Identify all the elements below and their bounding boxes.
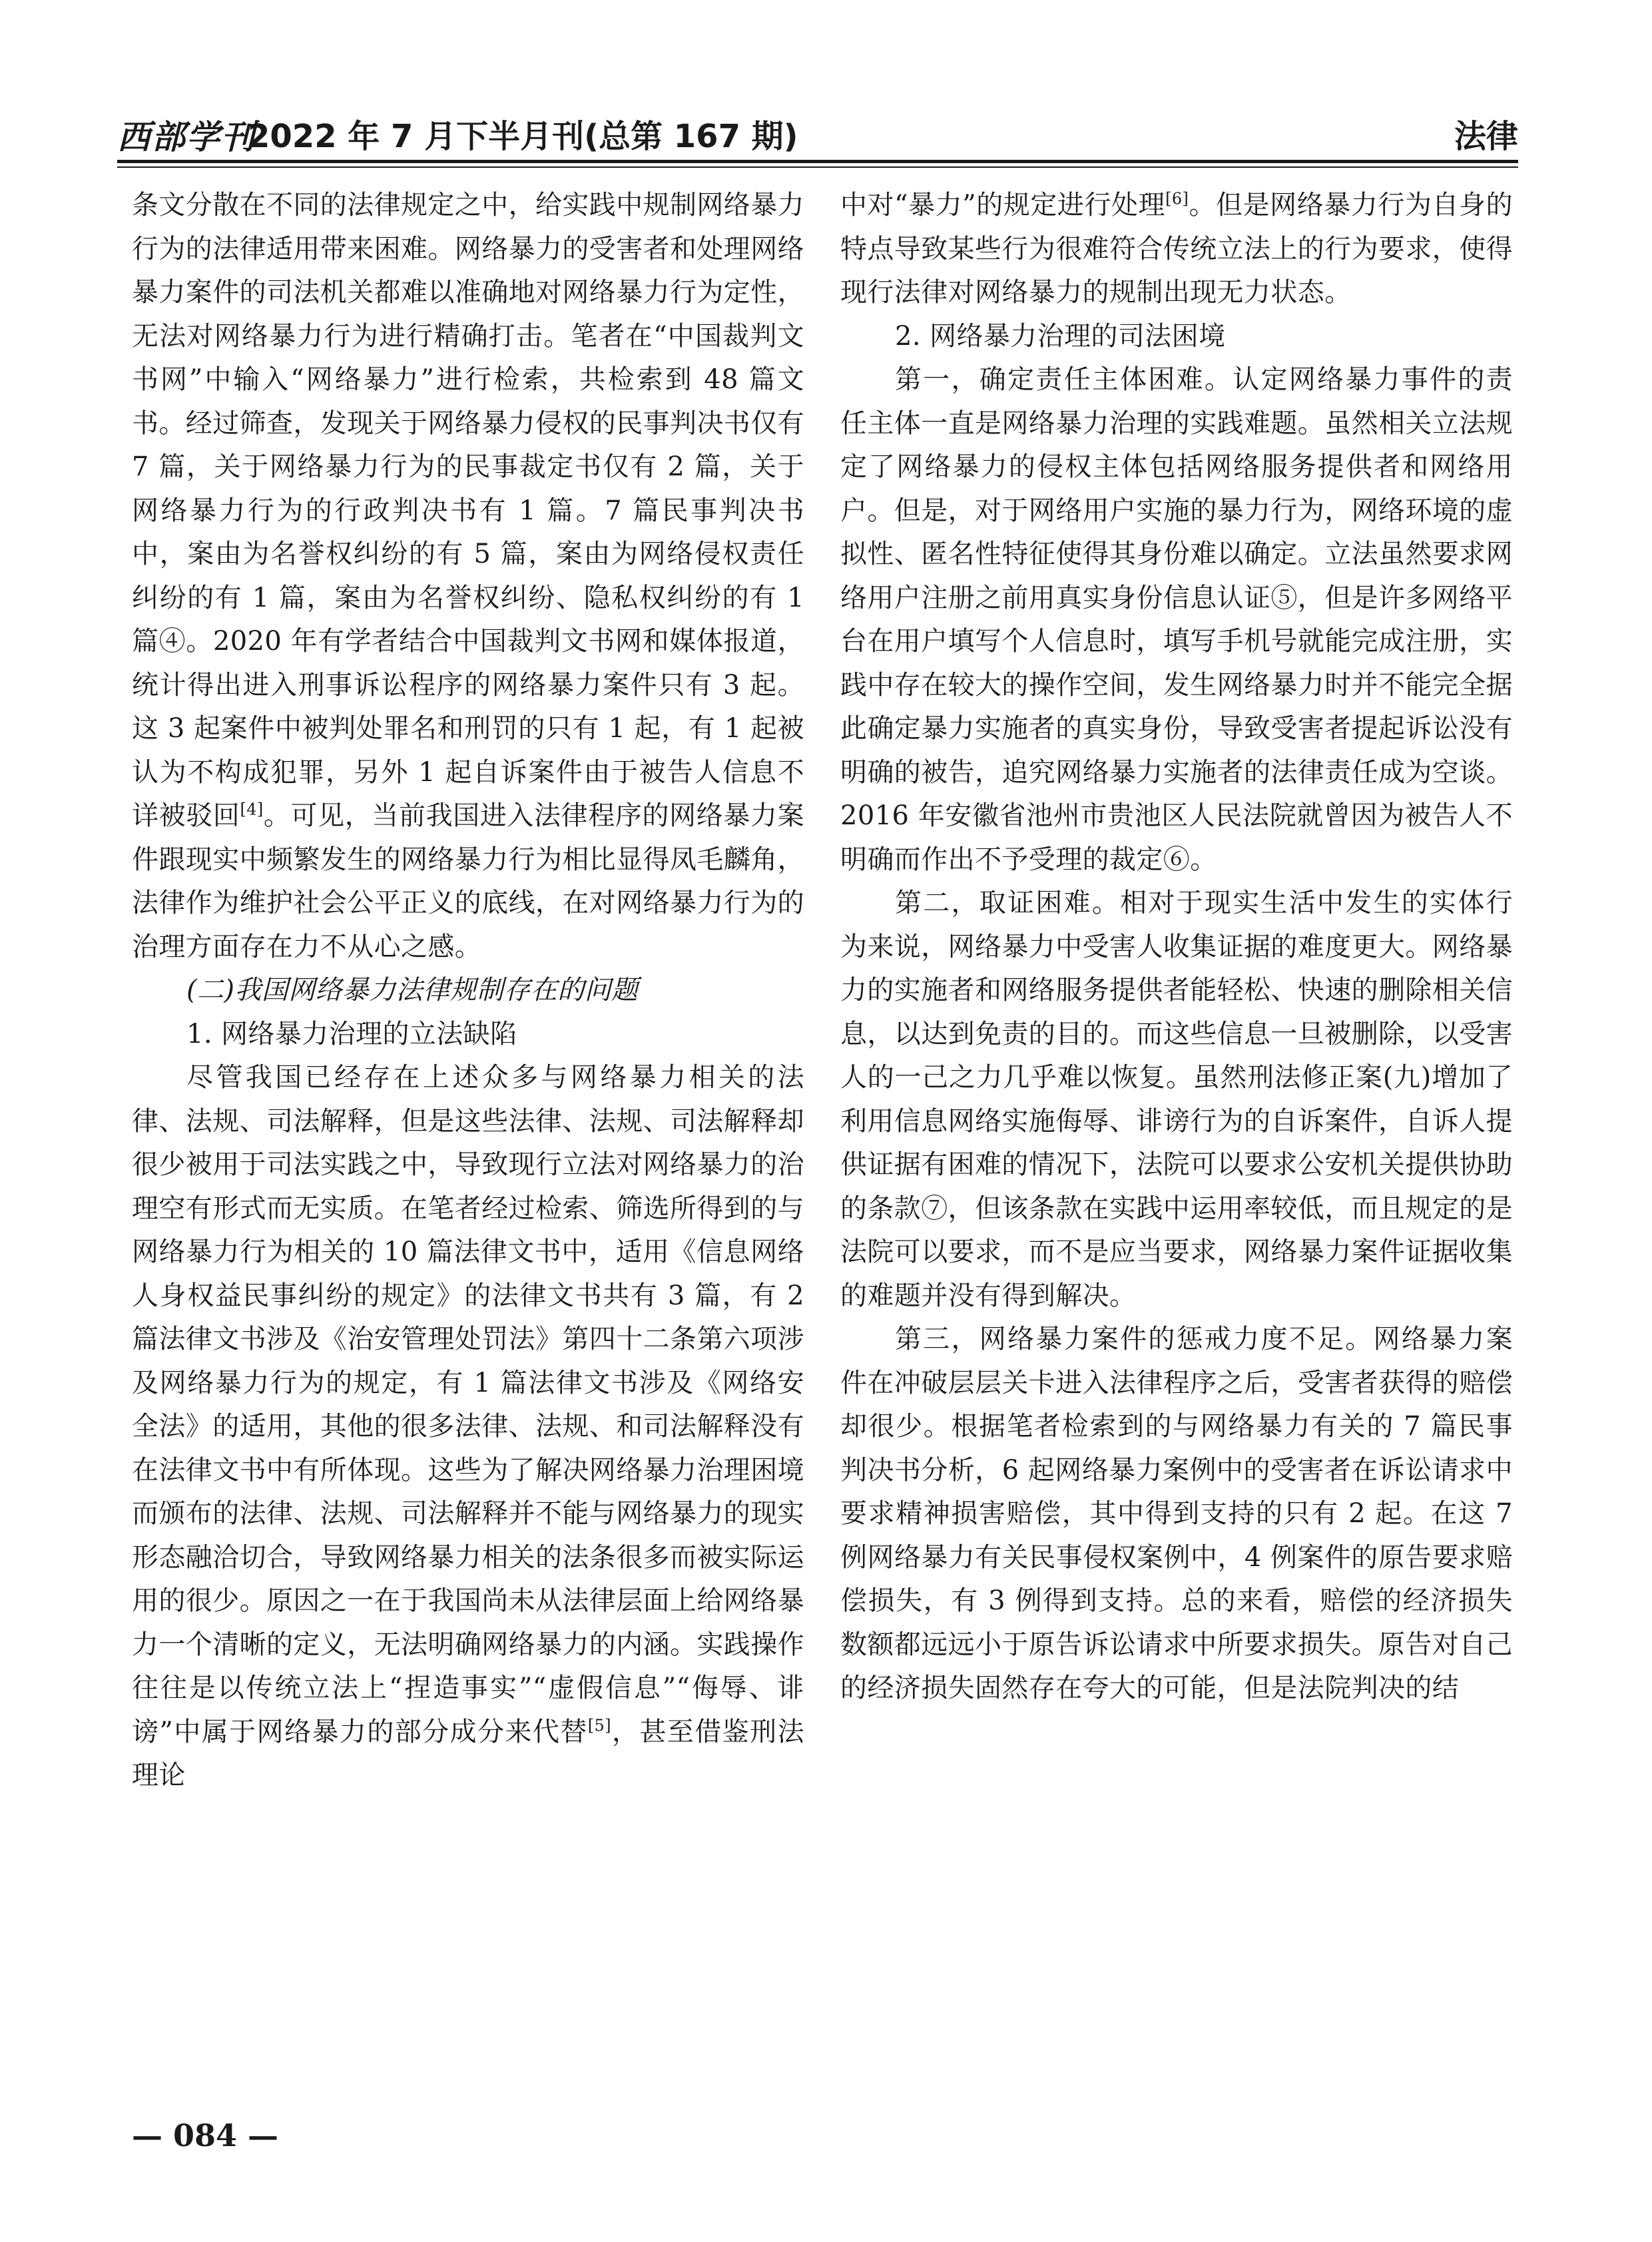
citation-ref: [5] <box>587 1716 611 1735</box>
paragraph: 第一，确定责任主体困难。认定网络暴力事件的责任主体一直是网络暴力治理的实践难题。虽然相关立法规定了网络暴力的侵权主体包括网络服务提供者和网络用户。但是，对于网络用户实施的暴力行为，网络环境的虚拟性、匿名性特征使得其身份难以确定。立法虽然要求网络用户注册之前用真实身份信息认证⑤，但是许多网络平台在用户填写个人信息时，填写手机号就能完成注册，实践中存在较大的操作空间，发生网络暴力时并不能完全据此确定暴力实施者的真实身份，导致受害者提起诉讼没有明确的被告，追究网络暴力实施者的法律责任成为空谈。2016 年安徽省池州市贵池区人民法院就曾因为被告人不明确而作出不予受理的裁定⑥。 <box>840 364 1513 875</box>
paragraph: 尽管我国已经存在上述众多与网络暴力相关的法律、法规、司法解释，但是这些法律、法规、司法解释却很少被用于司法实践之中，导致现行立法对网络暴力的治理空有形式而无实质。在笔者经过检索、筛选所得到的与网络暴力行为相关的 10 篇法律文书中，适用《信息网络人身权益民事纠纷的规定》的法律文书共有 3 篇，有 2 篇法律文书涉及《治安管理处罚法》第四十二条第六项涉及网络暴力行为的规定，有 1 篇法律文书涉及《网络安全法》的适用，其他的很多法律、法规、和司法解释没有在法律文书中有所体现。这些为了解决网络暴力治理困境而颁布的法律、法规、司法解释并不能与网络暴力的现实形态融洽切合，导致网络暴力相关的法条很多而被实际运用的很少。原因之一在于我国尚未从法律层面上给网络暴力一个清晰的定义，无法明确网络暴力的内涵。实践操作往往是以传统立法上“捏造事实”“虚假信息”“侮辱、诽谤”中属于网络暴力的部分成分来代替[5]，甚至借鉴刑法理论 <box>132 1062 804 1791</box>
paragraph: 第二，取证困难。相对于现实生活中发生的实体行为来说，网络暴力中受害人收集证据的难度更大。网络暴力的实施者和网络服务提供者能轻松、快速的删除相关信息，以达到免责的目的。而这些信息一旦被删除，以受害人的一己之力几乎难以恢复。虽然刑法修正案(九)增加了利用信息网络实施侮辱、诽谤行为的自诉案件，自诉人提供证据有困难的情况下，法院可以要求公安机关提供协助的条款⑦，但该条款在实践中运用率较低，而且规定的是法院可以要求，而不是应当要求，网络暴力案件证据收集的难题并没有得到解决。 <box>840 888 1513 1311</box>
header-rule-thin <box>117 166 1518 168</box>
paragraph: 中对“暴力”的规定进行处理[6]。但是网络暴力行为自身的特点导致某些行为很难符合传统立法上的行为要求，使得现行法律对网络暴力的规制出现无力状态。 <box>840 189 1513 308</box>
citation-ref: [6] <box>1165 189 1189 208</box>
citation-ref: [4] <box>240 800 264 819</box>
sub-heading: 1. 网络暴力治理的立法缺陷 <box>186 1018 517 1049</box>
left-column <box>132 184 804 1798</box>
paragraph: 条文分散在不同的法律规定之中，给实践中规制网络暴力行为的法律适用带来困难。网络暴力的受害者和处理网络暴力案件的司法机关都难以准确地对网络暴力行为定性，无法对网络暴力行为进行精确打击。笔者在“中国裁判文书网”中输入“网络暴力”进行检索，共检索到 48 篇文书。经过筛查，发现关于网络暴力侵权的民事判决书仅有 7 篇，关于网络暴力行为的民事裁定书仅有 2 篇，关于网络暴力行为的行政判决书有 1 篇。7 篇民事判决书中，案由为名誉权纠纷的有 5 篇，案由为网络侵权责任纠纷的有 1 篇，案由为名誉权纠纷、隐私权纠纷的有 1 篇④。2020 年有学者结合中国裁判文书网和媒体报道，统计得出进入刑事诉讼程序的网络暴力案件只有 3 起。这 3 起案件中被判处罪名和刑罚的只有 1 起，有 1 起被认为不构成犯罪，另外 1 起自诉案件由于被告人信息不详被驳回[4]。可见，当前我国进入法律程序的网络暴力案件跟现实中频繁发生的网络暴力行为相比显得凤毛麟角，法律作为维护社会公平正义的底线，在对网络暴力行为的治理方面存在力不从心之感。 <box>132 190 804 962</box>
paragraph: 第三，网络暴力案件的惩戒力度不足。网络暴力案件在冲破层层关卡进入法律程序之后，受害者获得的赔偿却很少。根据笔者检索到的与网络暴力有关的 7 篇民事判决书分析，6 起网络暴力案例中的受害者在诉讼请求中要求精神损害赔偿，其中得到支持的只有 2 起。在这 7 例网络暴力有关民事侵权案例中，4 例案件的原告要求赔偿损失，有 3 例得到支持。总的来看，赔偿的经济损失数额都远远小于原告诉讼请求中所要求损失。原告对自己的经济损失固然存在夸大的可能，但是法院判决的结 <box>840 1324 1513 1703</box>
page-header <box>117 105 1518 158</box>
subsection-heading: (二)我国网络暴力法律规制存在的问题 <box>186 975 639 1005</box>
journal-logo: 西部学刊 <box>117 117 256 156</box>
header-rule <box>117 160 1518 163</box>
right-column <box>840 184 1513 1711</box>
issue-info: 2022 年 7 月下半月刊(总第 167 期) <box>248 118 798 155</box>
sub-heading: 2. 网络暴力治理的司法困境 <box>895 320 1226 352</box>
page-number: — 084 — <box>132 2117 279 2153</box>
section-label: 法律 <box>1454 118 1518 155</box>
